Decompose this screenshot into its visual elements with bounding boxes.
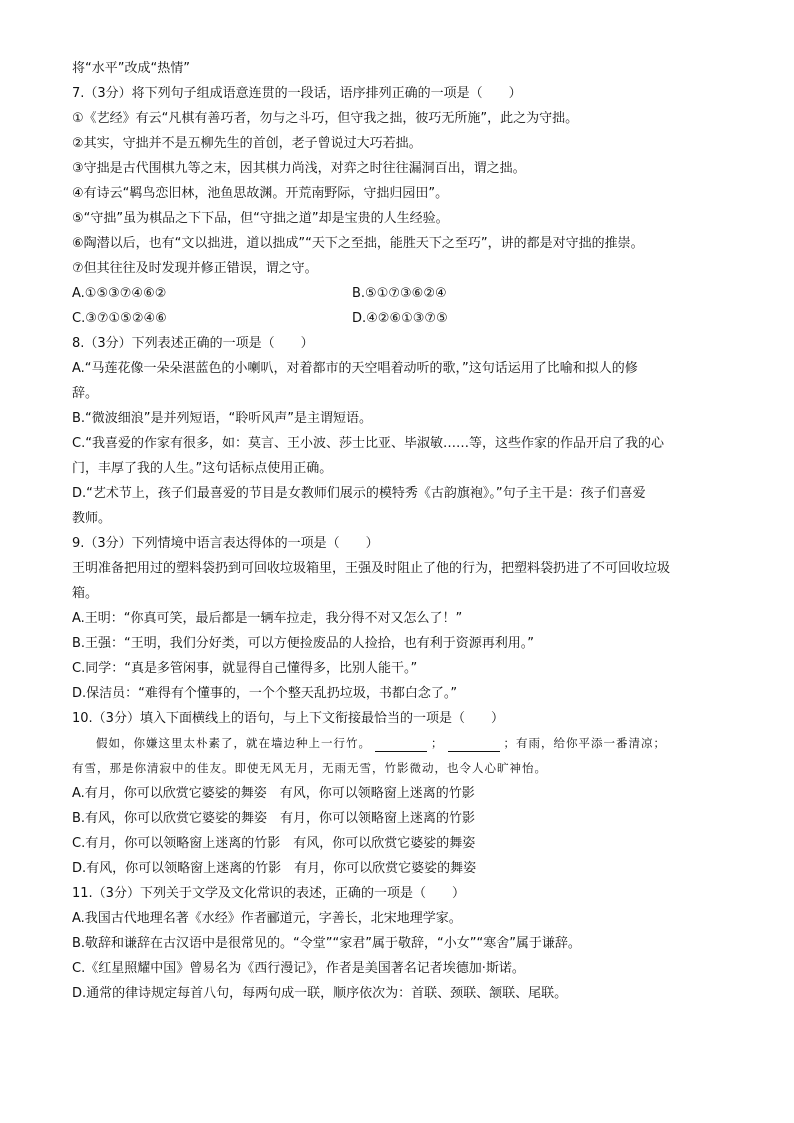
question-11-stem: 11.（3分）下列关于文学及文化常识的表述，正确的一项是（ ） [72, 886, 465, 901]
q11-option-a: A.我国古代地理名著《水经》作者郦道元，字善长，北宋地理学家。 [72, 911, 462, 926]
q8-option-a-cont: 辞。 [72, 386, 99, 401]
sentence-3: ③守拙是古代围棋九等之末，因其棋力尚浅，对弈之时往往漏洞百出，谓之拙。 [72, 161, 526, 176]
question-7-stem: 7.（3分）将下列句子组成语意连贯的一段话，语序排列正确的一项是（ ） [72, 86, 522, 101]
q7-options-row-1 [72, 281, 732, 306]
q9-option-d: D.保洁员：“难得有个懂事的，一个个整天乱扔垃圾，书都白念了。” [72, 686, 458, 701]
q9-context-cont: 箱。 [72, 586, 99, 601]
q8-option-b: B.“微波细浪”是并列短语，“聆听风声”是主谓短语。 [72, 411, 372, 426]
answer-blank [375, 737, 427, 752]
sentence-7: ⑦但其往往及时发现并修正错误，谓之守。 [72, 261, 318, 276]
q10-passage-line-1 [72, 731, 732, 756]
q8-option-d-cont: 教师。 [72, 511, 112, 526]
sentence-1: ①《艺经》有云“凡棋有善巧者，勿与之斗巧，但守我之拙，彼巧无所施”，此之为守拙。 [72, 111, 579, 126]
exam-page [72, 56, 732, 1006]
q8-option-c: C.“我喜爱的作家有很多，如：莫言、王小波、莎士比亚、毕淑敏……等，这些作家的作品开启了我的心 [72, 436, 664, 451]
sentence-5: ⑤“守拙”虽为棋品之下下品，但“守拙之道”却是宝贵的人生经验。 [72, 211, 449, 226]
q9-option-b: B.王强：“王明，我们分好类，可以方便捡废品的人捡拾，也有利于资源再利用。” [72, 636, 535, 651]
blank-separator: ； [431, 736, 444, 750]
sentence-4: ④有诗云“羁鸟恋旧林，池鱼思故渊。开荒南野际，守拙归园田”。 [72, 186, 449, 201]
question-9-stem: 9.（3分）下列情境中语言表达得体的一项是（ ） [72, 536, 379, 551]
question-8-stem: 8.（3分）下列表述正确的一项是（ ） [72, 336, 314, 351]
q10-passage-part-1: 假如，你嫌这里太朴素了，就在墙边种上一行竹。 [96, 736, 371, 750]
q7-option-c: C.③⑦①⑤②④⑥ [72, 311, 167, 326]
q9-context: 王明准备把用过的塑料袋扔到可回收垃圾箱里，王强及时阻止了他的行为，把塑料袋扔进了不可回收垃圾 [72, 561, 671, 576]
q11-option-b: B.敬辞和谦辞在古汉语中是很常见的。“令堂”“家君”属于敬辞，“小女”“寒舍”属于谦辞。 [72, 936, 581, 951]
q11-option-c: C.《红星照耀中国》曾易名为《西行漫记》，作者是美国著名记者埃德加·斯诺。 [72, 961, 525, 976]
q10-passage-part-2: ；有雨，给你平添一番清凉； [503, 736, 666, 750]
sentence-2: ②其实，守拙并不是五柳先生的首创，老子曾说过大巧若拙。 [72, 136, 422, 151]
question-10-stem: 10.（3分）填入下面横线上的语句，与上下文衔接最恰当的一项是（ ） [72, 711, 504, 726]
q11-option-d: D.通常的律诗规定每首八句，每两句成一联，顺序依次为：首联、颈联、颔联、尾联。 [72, 986, 568, 1001]
q10-option-a: A.有月，你可以欣赏它婆娑的舞姿 有风，你可以领略窗上迷离的竹影 [72, 786, 475, 801]
q8-option-a: A.“马莲花像一朵朵湛蓝色的小喇叭，对着都市的天空唱着动听的歌，”这句话运用了比喻和拟人的修 [72, 361, 638, 376]
sentence-6: ⑥陶潜以后，也有“文以拙进，道以拙成”“天下之至拙，能胜天下之至巧”，讲的都是对守拙的推崇。 [72, 236, 644, 251]
answer-blank [448, 737, 500, 752]
q7-options-row-2 [72, 306, 732, 331]
q9-option-a: A.王明：“你真可笑，最后都是一辆车拉走，我分得不对又怎么了！” [72, 611, 463, 626]
q10-option-c: C.有月，你可以领略窗上迷离的竹影 有风，你可以欣赏它婆娑的舞姿 [72, 836, 476, 851]
q8-option-c-cont: 门，丰厚了我的人生。”这句话标点使用正确。 [72, 461, 333, 476]
q7-option-b: B.⑤①⑦③⑥②④ [352, 286, 447, 301]
q7-option-a: A.①⑤③⑦④⑥② [72, 286, 167, 301]
q8-option-d: D.“艺术节上，孩子们最喜爱的节目是女教师们展示的模特秀《古韵旗袍》。”句子主干是：孩子们喜爱 [72, 486, 646, 501]
q10-option-b: B.有风，你可以欣赏它婆娑的舞姿 有月，你可以领略窗上迷离的竹影 [72, 811, 476, 826]
q9-option-c: C.同学：“真是多管闲事，就显得自己懂得多，比别人能干。” [72, 661, 418, 676]
q7-option-d: D.④②⑥①③⑦⑤ [352, 311, 448, 326]
q10-option-d: D.有风，你可以领略窗上迷离的竹影 有月，你可以欣赏它婆娑的舞姿 [72, 861, 477, 876]
prev-answer-text: 将“水平”改成“热情” [72, 61, 190, 76]
q10-passage-line-2: 有雪，那是你清寂中的佳友。即使无风无月，无雨无雪，竹影微动，也令人心旷神怡。 [72, 761, 547, 775]
